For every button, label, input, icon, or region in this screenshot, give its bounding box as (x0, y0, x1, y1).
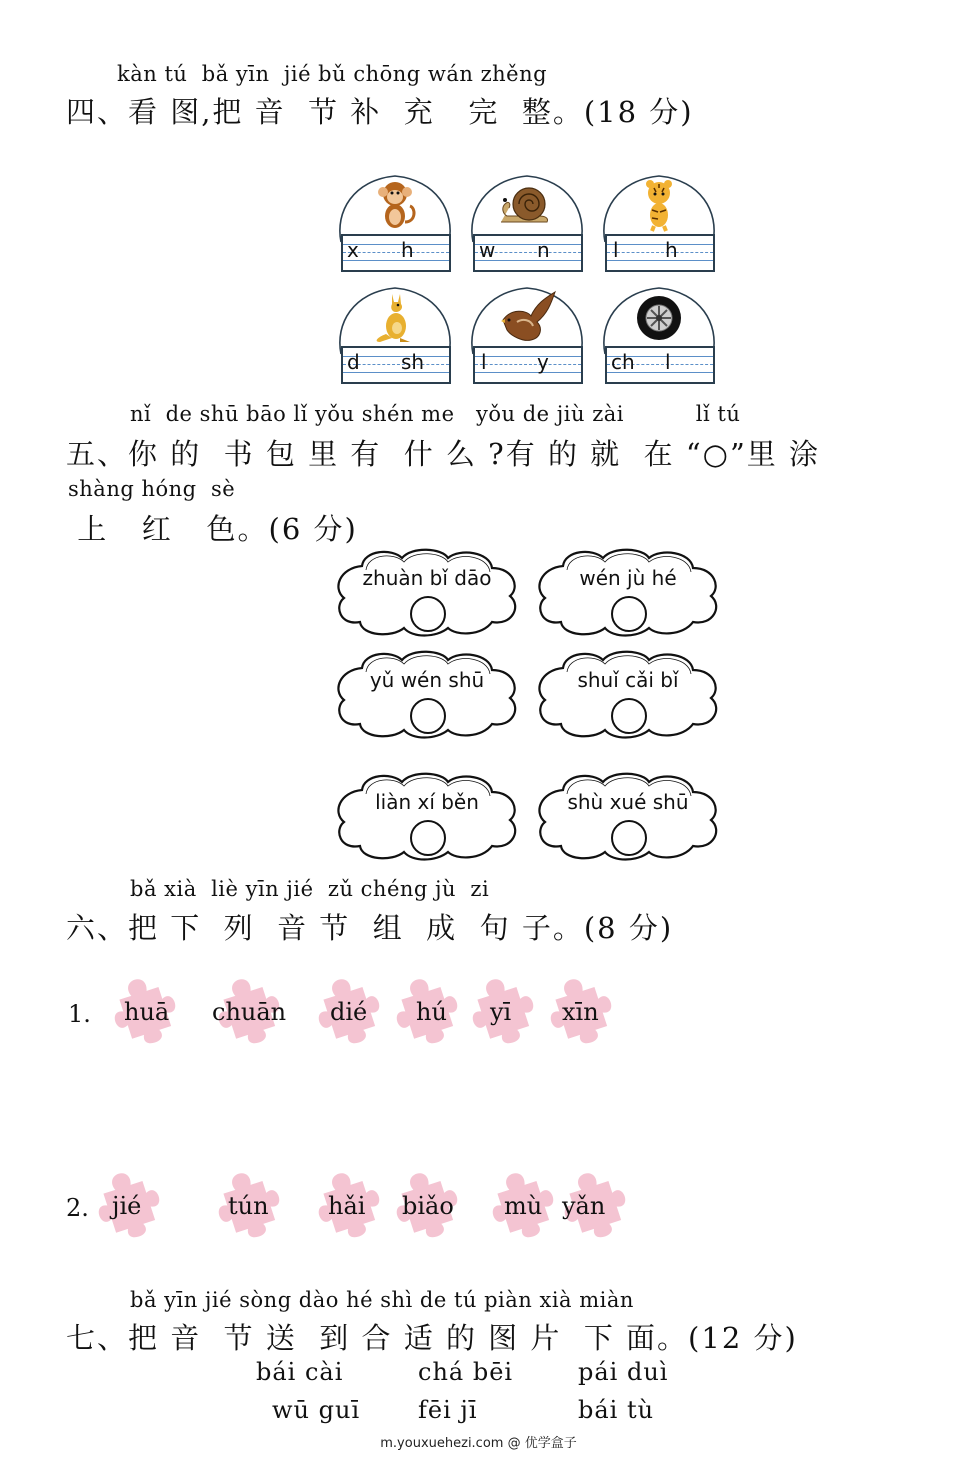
syllable-tile[interactable]: biǎo (402, 1192, 454, 1220)
option-label[interactable]: bái cài (256, 1358, 344, 1386)
syllable-tile[interactable]: chuān (212, 998, 287, 1026)
syllable-tile[interactable]: yǎn (562, 1192, 606, 1220)
snail-icon (489, 178, 559, 232)
row1-number: 1. (68, 1000, 91, 1028)
cloud-label: yǔ wén shū (369, 668, 485, 692)
card-kangaroo (333, 284, 457, 394)
answer-circle[interactable] (611, 698, 647, 734)
section4-heading: 四、看 图,把 音 节 补 充 完 整。(18 分) (66, 95, 694, 129)
tiger-icon (634, 178, 684, 232)
section6-pinyin: bǎ xià liè yīn jié zǔ chéng jù zi (130, 877, 490, 901)
syllable-part: l (665, 350, 671, 374)
option-label[interactable]: wū guī (272, 1396, 361, 1424)
wheel-icon (634, 290, 684, 344)
cloud-label: shù xué shū (567, 790, 689, 814)
cloud-item (533, 770, 723, 862)
cloud-item (533, 648, 723, 740)
syllable-part: d (347, 350, 360, 374)
syllable-part: l (613, 238, 619, 262)
syllable-tile[interactable]: dié (330, 998, 368, 1026)
syllable-part: sh (401, 350, 425, 374)
syllable-tile[interactable]: mù (504, 1192, 543, 1220)
syllable-tile[interactable]: tún (228, 1192, 269, 1220)
section4-pinyin: kàn tú bǎ yīn jié bǔ chōng wán zhěng (117, 62, 548, 86)
syllable-part: n (537, 238, 550, 262)
syllable-part: h (665, 238, 678, 262)
syllable-tile[interactable]: yī (490, 998, 512, 1026)
option-label[interactable]: bái tù (578, 1396, 655, 1424)
syllable-part: x (347, 238, 359, 262)
answer-circle[interactable] (611, 820, 647, 856)
row2-number: 2. (66, 1194, 89, 1222)
writing-box[interactable] (605, 346, 715, 384)
syllable-tile[interactable]: xīn (562, 998, 599, 1026)
cloud-item (332, 770, 522, 862)
answer-circle[interactable] (410, 698, 446, 734)
card-wheel (597, 284, 721, 394)
writing-box[interactable] (473, 234, 583, 272)
cloud-label: shuǐ cǎi bǐ (577, 668, 679, 692)
syllable-part: l (481, 350, 487, 374)
syllable-part: y (537, 350, 549, 374)
card-eagle (465, 284, 589, 394)
card-snail (465, 172, 589, 282)
writing-box[interactable] (473, 346, 583, 384)
section6-heading: 六、把 下 列 音 节 组 成 句 子。(8 分) (66, 911, 674, 945)
cloud-label: liàn xí běn (375, 790, 479, 814)
eagle-icon (495, 290, 559, 344)
section7-pinyin: bǎ yīn jié sòng dào hé shì de tú piàn xià miàn (130, 1288, 634, 1312)
syllable-part: w (479, 238, 496, 262)
writing-box[interactable] (341, 346, 451, 384)
kangaroo-icon (370, 290, 420, 344)
syllable-tile[interactable]: jié (112, 1192, 142, 1220)
section5-pinyin-line1: nǐ de shū bāo lǐ yǒu shén me yǒu de jiù zài lǐ tú (130, 402, 741, 426)
syllable-tile[interactable]: hǎi (328, 1192, 366, 1220)
cloud-label: wén jù hé (579, 566, 677, 590)
syllable-part: ch (611, 350, 635, 374)
writing-box[interactable] (605, 234, 715, 272)
answer-circle[interactable] (410, 596, 446, 632)
cloud-item (332, 546, 522, 638)
syllable-part: h (401, 238, 414, 262)
card-tiger (597, 172, 721, 282)
section5-heading-line1: 五、你 的 书 包 里 有 什 么 ?有 的 就 在 “○”里 涂 (66, 437, 820, 471)
option-label[interactable]: pái duì (578, 1358, 669, 1386)
cloud-item (332, 648, 522, 740)
option-label[interactable]: fēi jī (418, 1396, 478, 1424)
option-label[interactable]: chá bēi (418, 1358, 514, 1386)
answer-circle[interactable] (611, 596, 647, 632)
footer-watermark: m.youxuehezi.com @ 优学盒子 (380, 1436, 577, 1451)
syllable-tile[interactable]: huā (124, 998, 170, 1026)
syllable-tile[interactable]: hú (416, 998, 447, 1026)
section5-pinyin-line2: shàng hóng sè (68, 477, 236, 501)
section7-heading: 七、把 音 节 送 到 合 适 的 图 片 下 面。(12 分) (66, 1321, 798, 1355)
monkey-icon (370, 178, 420, 232)
answer-circle[interactable] (410, 820, 446, 856)
card-monkey (333, 172, 457, 282)
writing-box[interactable] (341, 234, 451, 272)
cloud-item (533, 546, 723, 638)
cloud-label: zhuàn bǐ dāo (362, 566, 492, 590)
section5-heading-line2: 上 红 色。(6 分) (66, 512, 358, 546)
